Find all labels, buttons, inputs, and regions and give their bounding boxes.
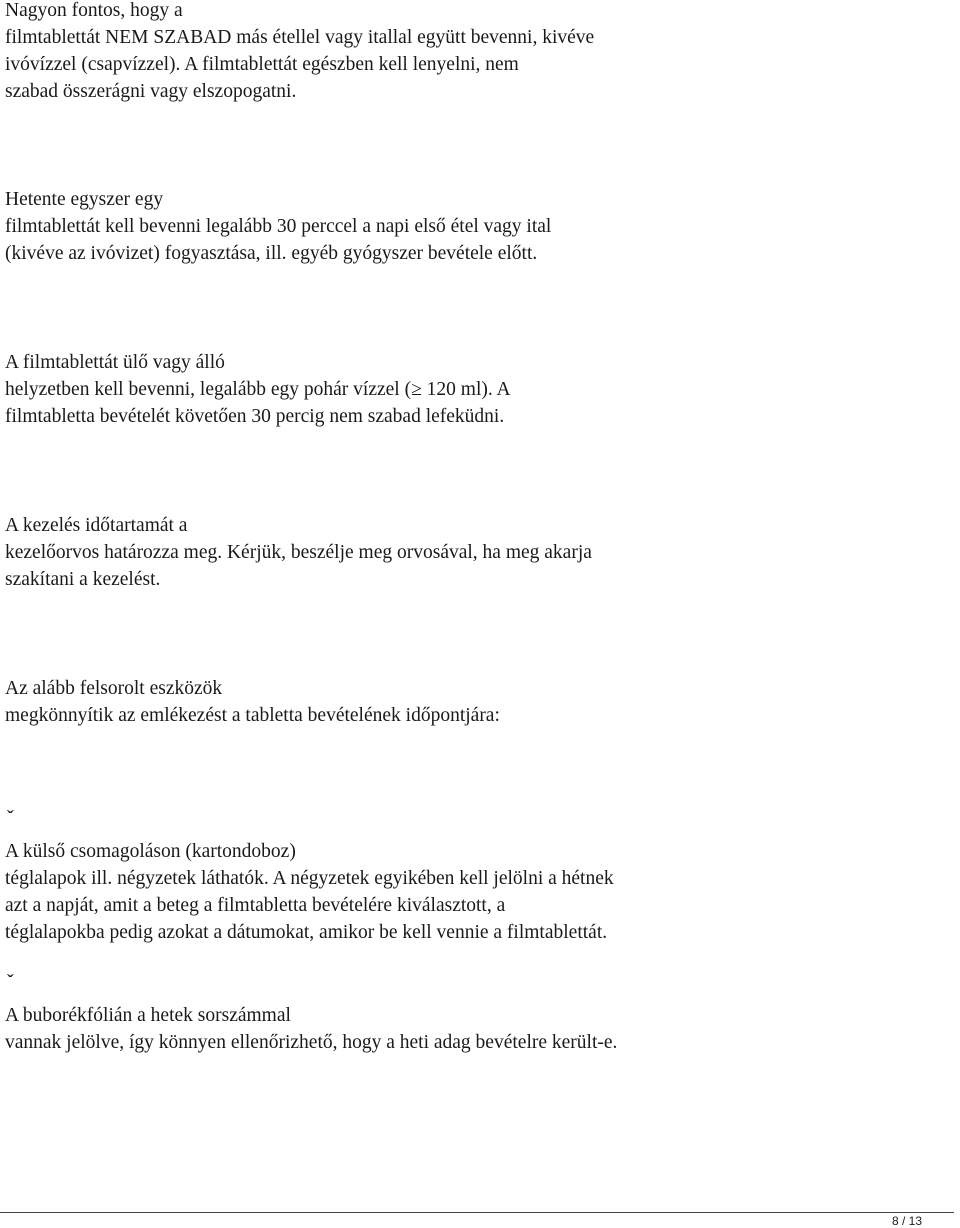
text-line: téglalapokba pedig azokat a dátumokat, amikor be kell vennie a filmtablettát. bbox=[5, 922, 608, 943]
text-line: (kivéve az ivóvizet) fogyasztása, ill. egyéb gyógyszer bevétele előtt. bbox=[5, 243, 538, 264]
text-line: ivóvízzel (csapvízzel). A filmtablettát egészben kell lenyelni, nem bbox=[5, 54, 519, 75]
footer-divider bbox=[0, 1212, 954, 1213]
bullet-marker-icon: ˇ bbox=[7, 807, 14, 829]
text-line: filmtablettát kell bevenni legalább 30 perccel a napi első étel vagy ital bbox=[5, 216, 552, 237]
text-line: vannak jelölve, így könnyen ellenőrizhető, hogy a heti adag bevételre került-e. bbox=[5, 1032, 618, 1053]
text-line: szakítani a kezelést. bbox=[5, 569, 161, 590]
text-line: téglalapok ill. négyzetek láthatók. A négyzetek egyikében kell jelölni a hétnek bbox=[5, 868, 614, 889]
text-line: A kezelés időtartamát a bbox=[5, 515, 188, 536]
text-line: megkönnyítik az emlékezést a tabletta bevételének időpontjára: bbox=[5, 705, 500, 726]
text-line: azt a napját, amit a beteg a filmtabletta bevételére kiválasztott, a bbox=[5, 895, 506, 916]
text-line: Nagyon fontos, hogy a bbox=[5, 0, 183, 21]
text-line: helyzetben kell bevenni, legalább egy pohár vízzel (≥ 120 ml). A bbox=[5, 379, 511, 400]
text-line: Az alább felsorolt eszközök bbox=[5, 678, 223, 699]
text-line: Hetente egyszer egy bbox=[5, 189, 164, 210]
text-line: A külső csomagoláson (kartondoboz) bbox=[5, 841, 296, 862]
page-number: 8 / 13 bbox=[891, 1214, 922, 1228]
text-line: szabad összerágni vagy elszopogatni. bbox=[5, 81, 297, 102]
text-line: A buborékfólián a hetek sorszámmal bbox=[5, 1005, 291, 1026]
text-line: filmtablettát NEM SZABAD más étellel vagy itallal együtt bevenni, kivéve bbox=[5, 27, 595, 48]
text-line: A filmtablettát ülő vagy álló bbox=[5, 352, 225, 373]
text-line: filmtabletta bevételét követően 30 percig nem szabad lefeküdni. bbox=[5, 406, 505, 427]
text-line: kezelőorvos határozza meg. Kérjük, beszélje meg orvosával, ha meg akarja bbox=[5, 542, 592, 563]
bullet-marker-icon: ˇ bbox=[7, 971, 14, 993]
